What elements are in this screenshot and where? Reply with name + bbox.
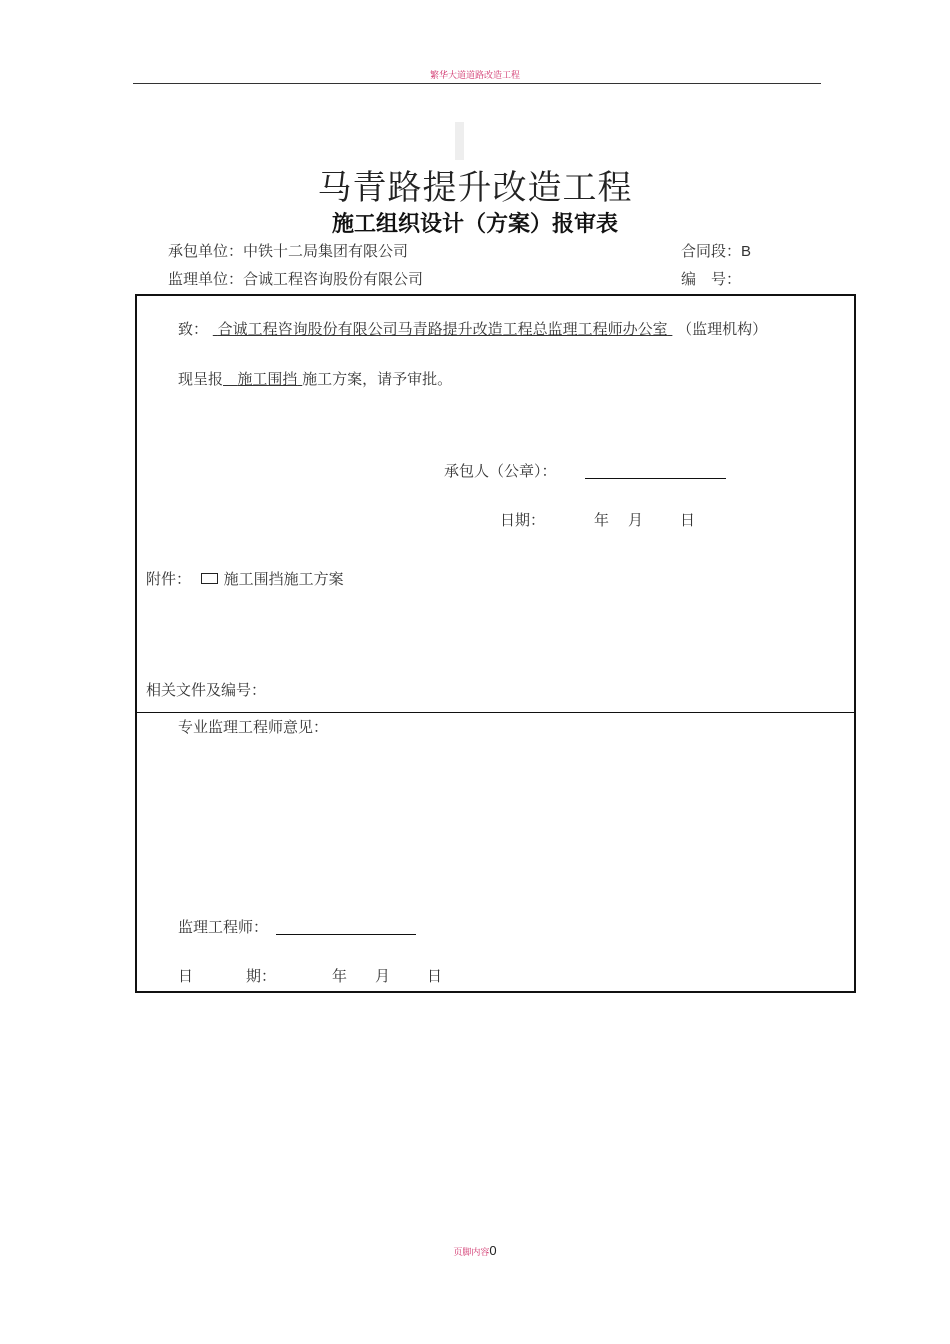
header-rule bbox=[133, 83, 821, 84]
contractor-label: 承包单位： bbox=[168, 242, 244, 260]
date2-day: 日 bbox=[427, 967, 443, 985]
attachment-checkbox[interactable] bbox=[201, 573, 218, 584]
faint-mark bbox=[455, 122, 464, 160]
footer-label: 页脚内容 bbox=[453, 1248, 490, 1258]
submission-row bbox=[178, 368, 452, 389]
addressee-suffix: （监理机构） bbox=[677, 320, 768, 338]
submission-value: 施工围挡 bbox=[237, 370, 298, 388]
date2-label-a: 日 bbox=[178, 967, 194, 985]
page-number: 0 bbox=[489, 1243, 497, 1258]
engineer-opinion-label: 专业监理工程师意见： bbox=[178, 718, 329, 736]
number-label: 编 号： bbox=[681, 270, 742, 288]
attachment-label: 附件： bbox=[146, 570, 192, 588]
submission-suffix: 施工方案，请予审批。 bbox=[302, 370, 453, 388]
date-year: 年 bbox=[594, 511, 610, 529]
page-footer bbox=[0, 1243, 950, 1258]
related-docs-label: 相关文件及编号： bbox=[146, 681, 267, 699]
attachment-row bbox=[146, 568, 344, 589]
date2-label-b: 期： bbox=[246, 967, 277, 985]
document-title: 马青路提升改造工程 bbox=[317, 168, 633, 208]
form-box bbox=[135, 294, 856, 993]
contractor-row bbox=[168, 240, 408, 261]
date-label: 日期： bbox=[500, 511, 546, 529]
date-day: 日 bbox=[680, 511, 696, 529]
contract-section-row bbox=[681, 240, 751, 261]
contractor-value: 中铁十二局集团有限公司 bbox=[243, 242, 409, 260]
addressee-label: 致： bbox=[178, 320, 209, 338]
contractor-seal-line[interactable] bbox=[585, 478, 726, 479]
form-title: 施工组织设计（方案）报审表 bbox=[331, 211, 618, 237]
date2-month: 月 bbox=[375, 967, 391, 985]
date-month: 月 bbox=[628, 511, 644, 529]
running-header: 繁华大道道路改造工程 bbox=[429, 71, 520, 81]
attachment-item: 施工围挡施工方案 bbox=[223, 570, 344, 588]
supervisor-label: 监理单位： bbox=[168, 270, 244, 288]
submission-prefix: 现呈报 bbox=[178, 370, 224, 388]
supervisor-value: 合诚工程咨询股份有限公司 bbox=[243, 270, 424, 288]
engineer-label: 监理工程师： bbox=[178, 918, 269, 936]
supervisor-row bbox=[168, 268, 423, 289]
date2-year: 年 bbox=[332, 967, 348, 985]
addressee-row bbox=[178, 318, 767, 339]
contractor-seal-label: 承包人（公章）： bbox=[444, 462, 557, 480]
engineer-sign-line[interactable] bbox=[276, 934, 416, 935]
addressee-value: 合诚工程咨询股份有限公司马青路提升改造工程总监理工程师办公室 bbox=[217, 320, 668, 338]
contract-section-label: 合同段： bbox=[681, 242, 742, 260]
form-divider bbox=[137, 712, 854, 713]
contract-section-value: B bbox=[741, 243, 752, 260]
